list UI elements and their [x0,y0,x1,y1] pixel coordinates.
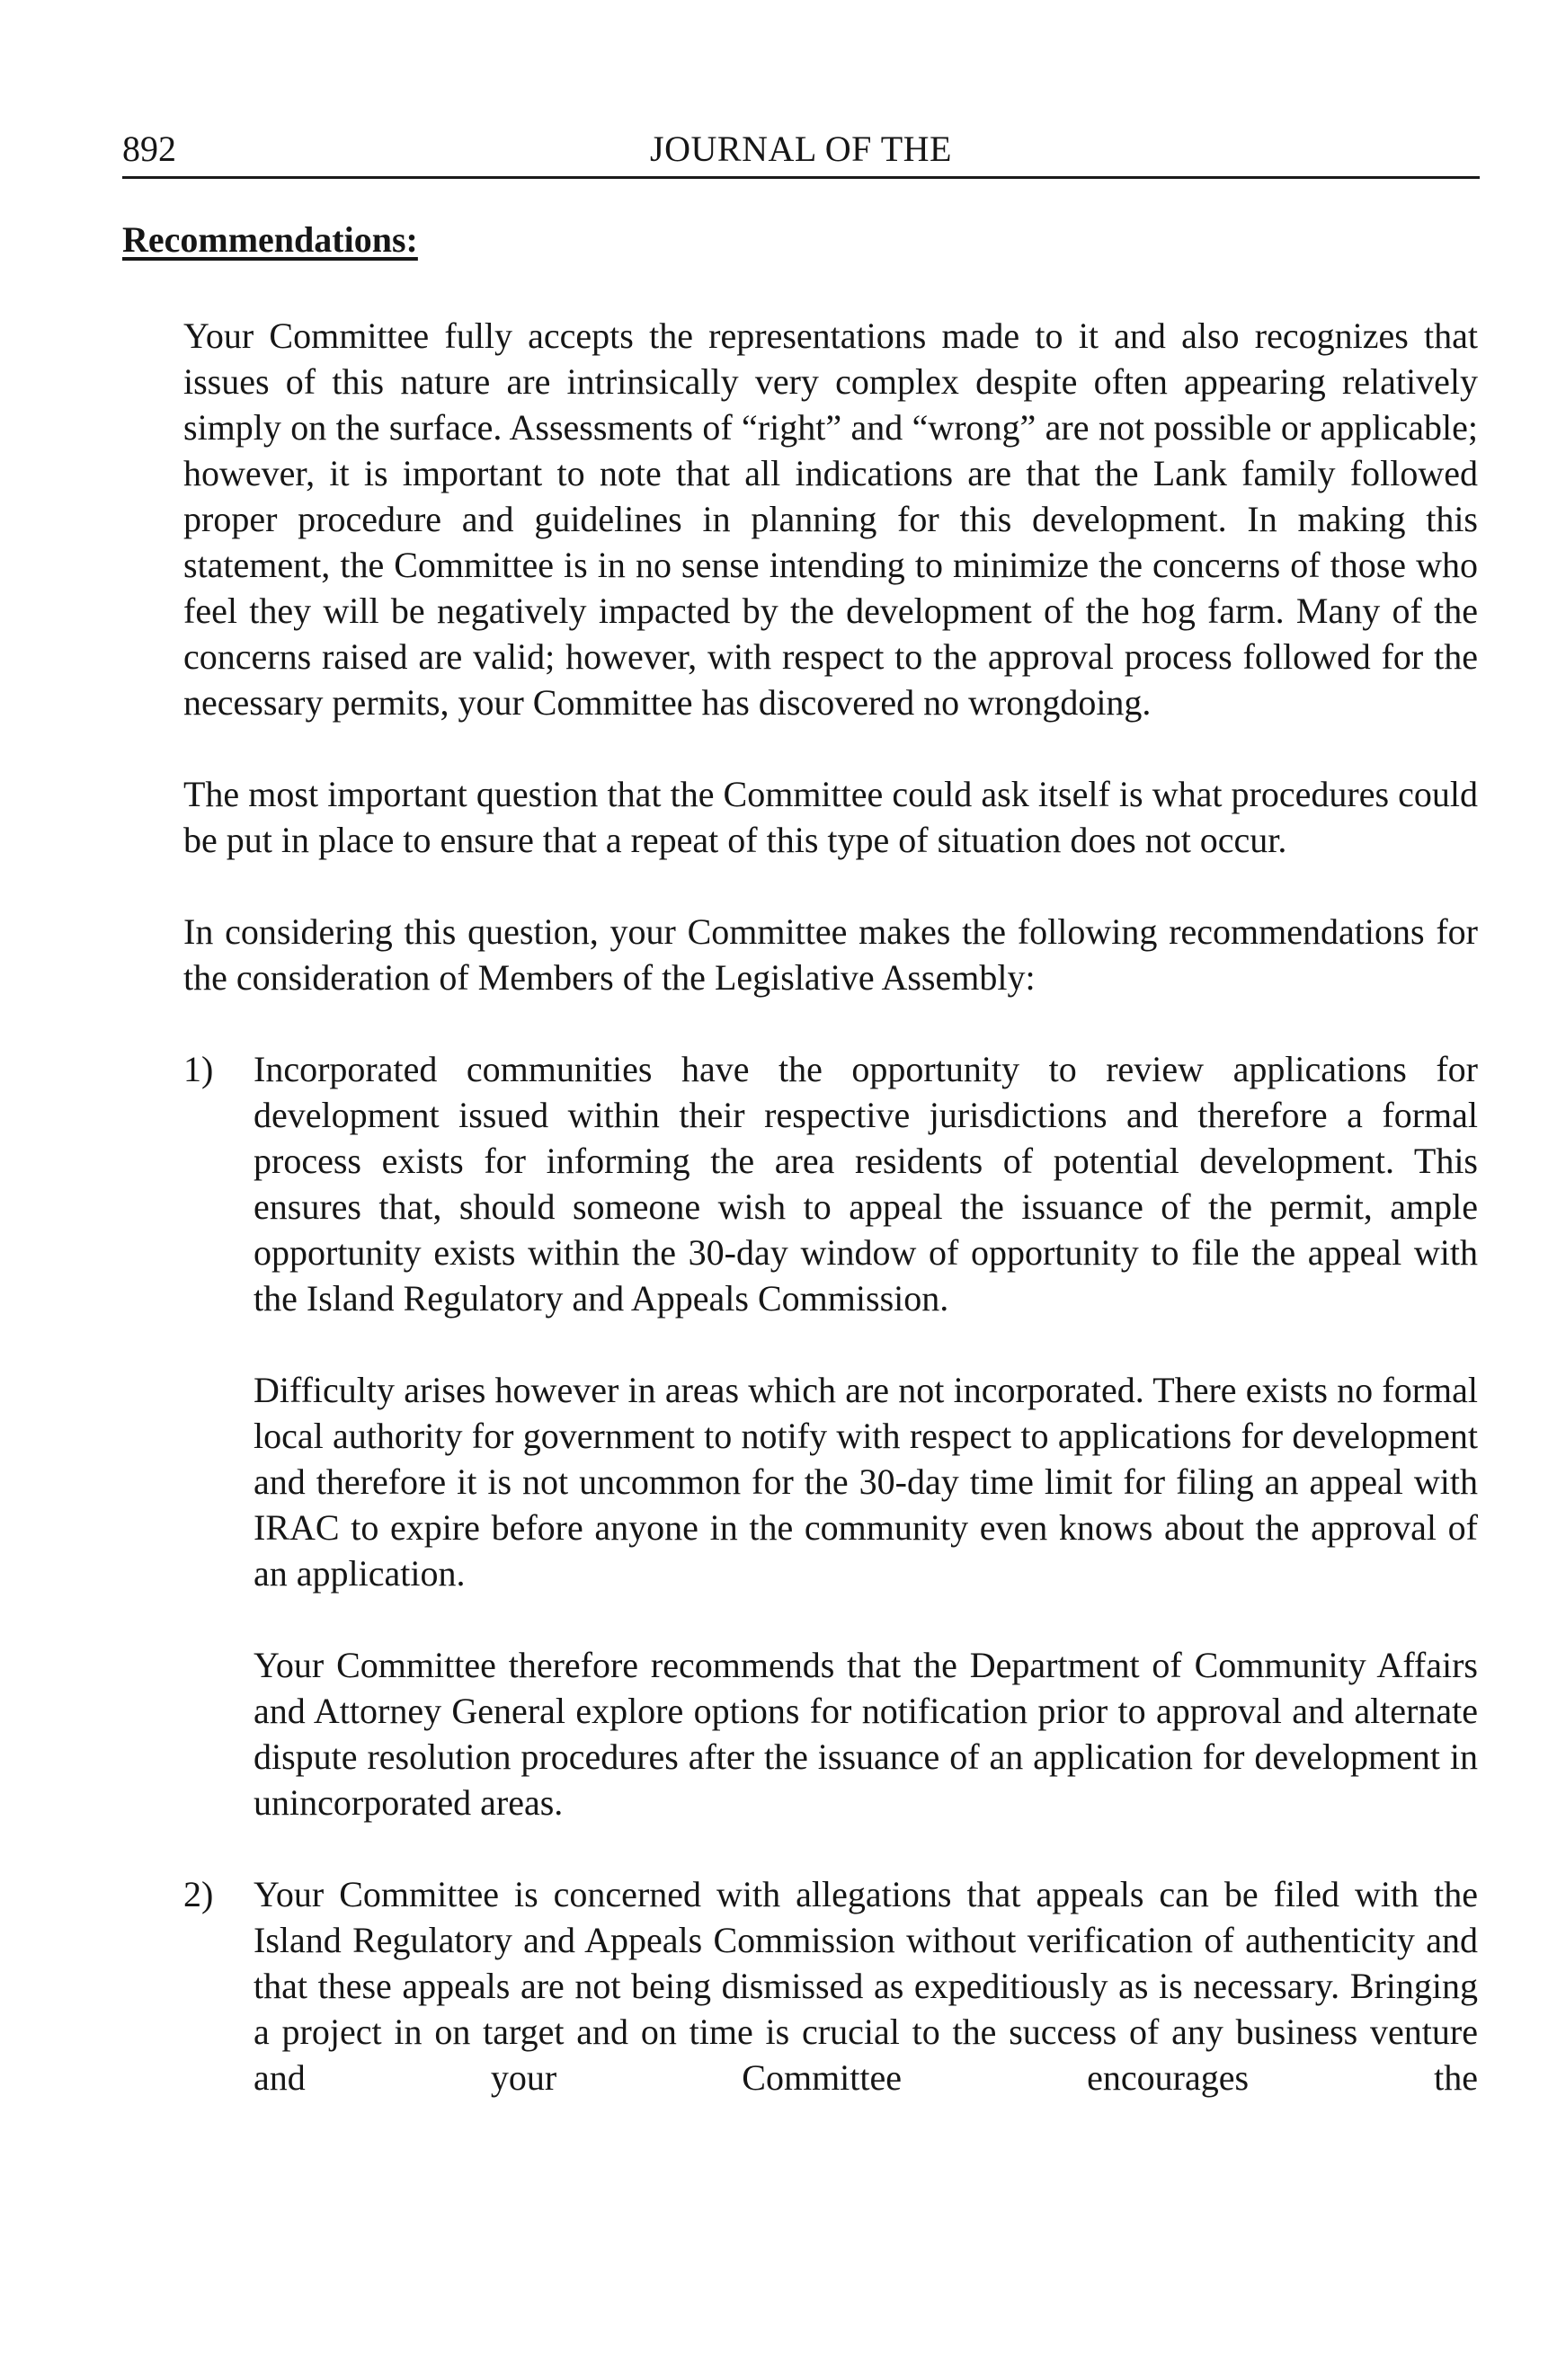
paragraph-important-question: The most important question that the Committee could ask itself is what procedures could be put in place to ensure that a repeat of this type of situation does not occur. [183,774,1478,860]
document-body [183,313,1478,2146]
recommendation-number: 1) [183,1049,214,1089]
page-number: 892 [122,129,176,169]
recommendation-item-1 [183,1046,1478,1825]
header-rule [122,176,1480,179]
recommendation-1-paragraph-unincorporated: Difficulty arises however in areas which are not incorporated. There exists no formal local authority for government to notify with respect to applications for development and therefore it is not uncommon for the 30-day time limit for filing an appeal with IRAC to expire before anyone in the community even knows about the approval of an application. [254,1370,1478,1594]
page-header-area [122,124,1480,174]
recommendation-item-2 [183,1871,1478,2100]
paragraph-recommendations-intro: In considering this question, your Committee makes the following recommendations for the consideration of Members of the Legislative Assembly: [183,911,1478,998]
section-heading: Recommendations: [122,219,418,260]
running-head [122,124,1480,174]
journal-title: JOURNAL OF THE [650,129,952,169]
recommendation-2-paragraph-appeals: Your Committee is concerned with allegations that appeals can be filed with the Island Regulatory and Appeals Commission without verification of authenticity and that these appeals are not being dismissed as expeditiously as is necessary. Bringing a project in on target and on time is crucial to the success of any business venture and your Committee encourages the [254,1874,1478,2098]
recommendation-1-paragraph-recommends: Your Committee therefore recommends that the Department of Community Affairs and Attorney General explore options for notification prior to approval and alternate dispute resolution procedures after the issuance of an application for development in unincorporated areas. [254,1645,1478,1823]
recommendation-number: 2) [183,1874,214,1914]
paragraph-committee-acceptance: Your Committee fully accepts the representations made to it and also recognizes that issues of this nature are intrinsically very complex despite often appearing relatively simply on the surface. Assessments of “right” and “wrong” are not possible or applicable; however, it is important to note that all indications are that the Lank family followed proper procedure and guidelines in planning for this development. In making this statement, the Committee is in no sense intending to minimize the concerns of those who feel they will be negatively impacted by the development of the hog farm. Many of the concerns raised are valid; however, with respect to the approval process followed for the necessary permits, your Committee has discovered no wrongdoing. [183,315,1478,723]
recommendation-1-paragraph-incorporated: Incorporated communities have the opportunity to review applications for development issued within their respective jurisdictions and therefore a formal process exists for informing the area residents of potential development. This ensures that, should someone wish to appeal the issuance of the permit, ample opportunity exists within the 30-day window of opportunity to file the appeal with the Island Regulatory and Appeals Commission. [254,1049,1478,1319]
